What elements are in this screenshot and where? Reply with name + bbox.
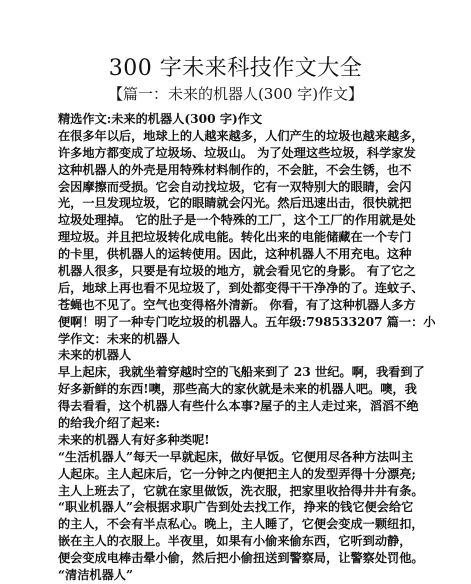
body-line: 得去看看，这个机器人有些什么本事?屋子的主人走过来，滔滔不绝 bbox=[58, 399, 419, 414]
body-line: 便啊！明了一种专门吃垃圾的机器人。五年级:798533207 篇一：小 bbox=[58, 314, 436, 329]
body-line: 未来的机器人 bbox=[58, 348, 132, 363]
body-line: 苍蝇也不见了。空气也变得格外清新。 你看，有了这种机器人多方 bbox=[58, 297, 416, 312]
document-title: 300 字未来科技作文大全 bbox=[108, 56, 363, 81]
body-line: 垃圾处理掉。 它的肚子是一个特殊的工厂，这个工厂的作用就是处 bbox=[58, 213, 416, 228]
body-line: 许多地方都变成了垃圾场、垃圾山。 为了处理这些垃圾，科学家发 bbox=[58, 145, 416, 160]
document-subtitle: 【篇一：未来的机器人(300 字)作文】 bbox=[107, 85, 364, 103]
body-line: 机器人很多，只要是有垃圾的地方，就会看见它的身影。 有了它之 bbox=[58, 264, 416, 279]
body-line: 嵌在主人的衣服上。半夜里，如果有小偷来偷东西，它听到动静， bbox=[58, 534, 412, 549]
body-line: 的主人，不会有半点私心。晚上，主人睡了，它便会变成一颗纽扣， bbox=[58, 517, 424, 532]
body-line: 的卡里，供机器人的运转使用。因此，这种机器人不用充电。这种 bbox=[58, 247, 412, 262]
body-line: 这种机器人的外壳是用特殊材料制作的，不会脏，不会生锈，也不 bbox=[58, 162, 412, 177]
body-line: 在很多年以后，地球上的人越来越多，人们产生的垃圾也越来越多， bbox=[58, 128, 424, 143]
body-line: 理垃圾。并且把垃圾转化成电能。转化出来的电能储藏在一个专门 bbox=[58, 230, 412, 245]
body-line: 便会变成电棒击晕小偷，然后把小偷扭送到警察局，让警察处罚他。 bbox=[58, 551, 424, 566]
body-line: 未来的机器人有好多种类呢! bbox=[58, 432, 210, 447]
body-line: 的给我介绍了起来: bbox=[58, 416, 160, 431]
document-body bbox=[58, 111, 436, 584]
body-line: 后，地球上再也看不见垃圾了，到处都变得干干净净的了。连蚊子、 bbox=[58, 280, 424, 295]
body-line: 会因摩擦而受损。它会自动找垃圾，它有一双特别大的眼睛，会闪 bbox=[58, 179, 412, 194]
body-line: 人起床。主人起床后，它一分钟之内便把主人的发型弄得十分漂亮; bbox=[58, 466, 416, 481]
body-line: “生活机器人”每天一早就起床，做好早饭。它便用尽各种方法叫主 bbox=[58, 449, 414, 464]
body-line: 学作文：未来的机器人 bbox=[58, 331, 180, 346]
body-line: 早上起床，我就坐着穿越时空的飞船来到了 23 世纪。啊，我看到了 bbox=[58, 365, 425, 380]
body-line: 主人上班去了，它就在家里做饭，洗衣服，把家里收拾得井井有条。 bbox=[58, 483, 424, 498]
body-line: “清洁机器人” bbox=[58, 568, 133, 583]
body-line: 好多新鲜的东西!噢，那些高大的家伙就是未来的机器人吧。噢，我 bbox=[58, 382, 417, 397]
body-line: “职业机器人”会根据求职广告到处去找工作，挣来的钱它便会给它 bbox=[58, 500, 414, 515]
body-line: 精选作文:未来的机器人(300 字)作文 bbox=[58, 112, 263, 126]
body-line: 光，一旦发现垃圾，它的眼睛就会闪光。然后迅速出击，很快就把 bbox=[58, 196, 412, 211]
